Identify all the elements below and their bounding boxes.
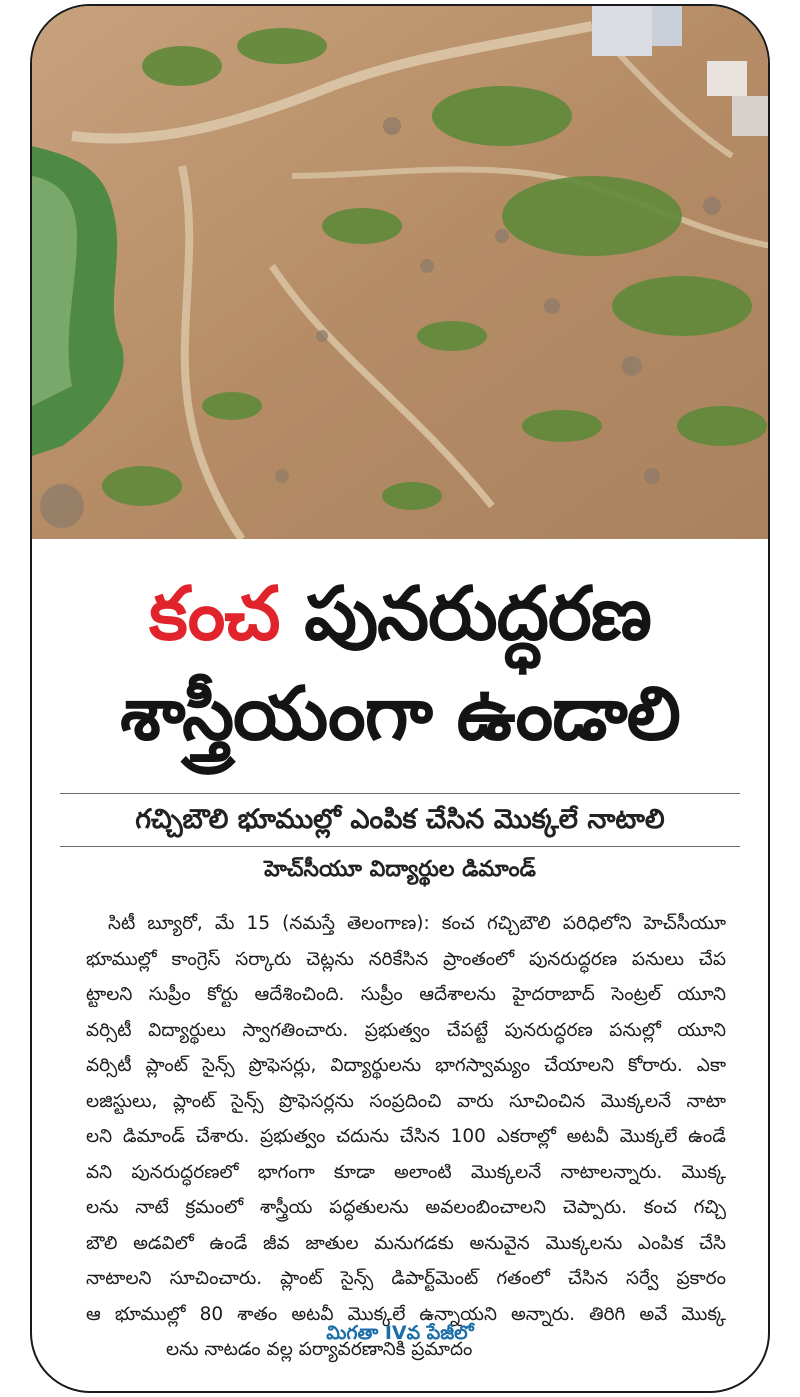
body-line: వర్సిటీ ప్లాంట్ సైన్స్ ప్రొఫెసర్లు, విద్యార్థులను భాగస్వామ్యం చేయాలని కోరారు. ఎకా <box>86 1055 726 1076</box>
body-line: లను నాటడం వల్ల పర్యావరణానికి ప్రమాదం <box>166 1339 473 1360</box>
body-line: లజిస్టులు, ప్లాంట్ సైన్స్ ప్రొఫెసర్లను సంప్రదించి వారు సూచించిన మొక్కలనే నాటా <box>86 1090 726 1112</box>
subheadline: గచ్చిబౌలి భూముల్లో ఎంపిక చేసిన మొక్కలే నాటాలి <box>135 804 665 835</box>
body-line: నాటాలని సూచించారు. ప్లాంట్ సైన్స్ డిపార్ట్‌మెంట్ గతంలో చేసిన సర్వే ప్రకారం <box>86 1268 726 1289</box>
aerial-photo <box>32 6 770 539</box>
body-line: బౌలి అడవిలో ఉండే జీవ జాతుల మనుగడకు అనువైన మొక్కలను ఎంపిక చేసి <box>86 1232 726 1254</box>
kicker: హెచ్‌సీయూ విద్యార్థుల డిమాండ్ <box>264 857 536 882</box>
continued-on-page: మిగతా IVవ పేజీలో <box>326 1322 474 1344</box>
news-clipping <box>30 4 770 1393</box>
body-line: వర్సిటీ విద్యార్థులు స్వాగతించారు. ప్రభుత్వం చేపట్టే పునరుద్ధరణ పనుల్లో యూని <box>86 1019 726 1041</box>
body-line: లను నాటే క్రమంలో శాస్త్రీయ పద్ధతులను అవలంబించాలని చెప్పారు. కంచ గచ్చి <box>86 1197 726 1218</box>
divider-mid <box>60 846 740 847</box>
body-line: లని డిమాండ్ చేశారు. ప్రభుత్వం చదును చేసిన 100 ఎకరాల్లో అటవీ మొక్కలే ఉండే <box>86 1126 726 1147</box>
headline-accent: కంచ <box>149 571 280 657</box>
article-body <box>86 906 726 1368</box>
body-line: వని పునరుద్ధరణలో భాగంగా కూడా అలాంటి మొక్కలనే నాటాలన్నారు. మొక్క <box>86 1161 726 1183</box>
headline-line-1 <box>32 566 768 662</box>
divider-top <box>60 793 740 794</box>
body-line: భూముల్లో కాంగ్రెస్ సర్కారు చెట్లను నరికేసిన ప్రాంతంలో పునరుద్ధరణ పనులు చేప <box>86 948 726 970</box>
body-line: ఆ భూముల్లో 80 శాతం అటవీ మొక్కలే ఉన్నాయని అన్నారు. తిరిగి అవే మొక్క <box>86 1303 726 1325</box>
aerial-photo-illustration <box>32 6 770 539</box>
body-line: ట్టాలని సుప్రీం కోర్టు ఆదేశించింది. సుప్రీం ఆదేశాలను హైదరాబాద్ సెంట్రల్ యూని <box>86 984 726 1005</box>
body-line: సిటీ బ్యూరో, మే 15 (నమస్తే తెలంగాణ): కంచ గచ్చిబౌలి పరిధిలోని హెచ్‌సీయూ <box>108 913 726 934</box>
headline-line-2: శాస్త్రీయంగా ఉండాలి <box>120 671 680 757</box>
headline-line-1-rest: పునరుద్ధరణ <box>279 571 651 657</box>
